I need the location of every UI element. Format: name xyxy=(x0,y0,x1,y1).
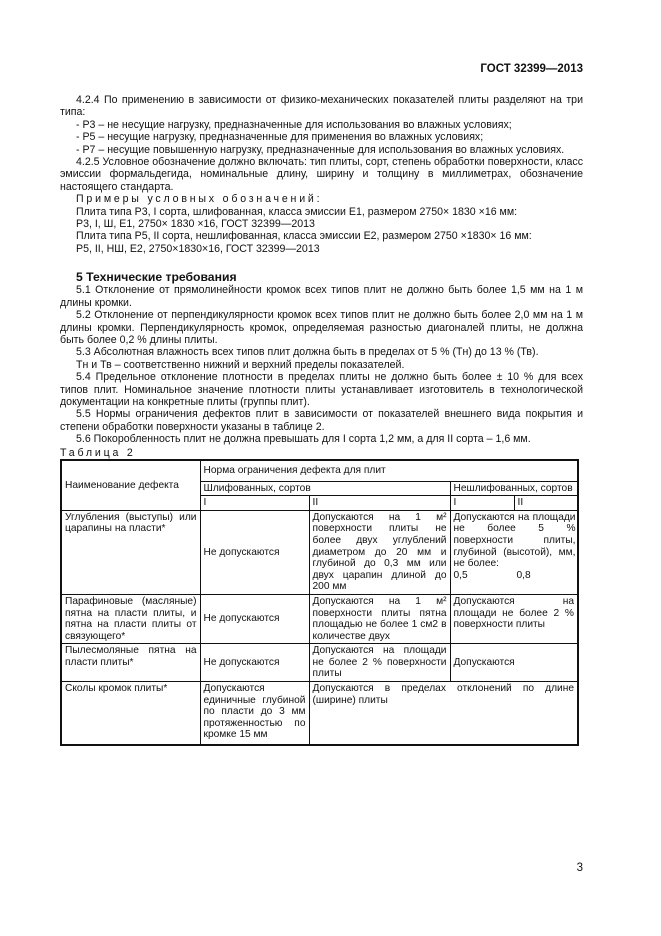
value-grade-ii: 0,8 xyxy=(516,569,531,581)
norm-sanded-ii: Допускаются на площади не более 2 % поверхности плиты xyxy=(309,644,450,682)
header-norm: Норма ограничения дефекта для плит xyxy=(200,460,578,481)
header-sanded: Шлифованных, сортов xyxy=(200,481,450,496)
example-1-description: Плита типа Р3, I сорта, шлифованная, класса эмиссии Е1, размером 2750× 1830 ×16 мм: xyxy=(76,205,518,218)
paragraph-5-2: 5.2 Отклонение от перпендикулярности кромок всех типов плит не должно быть более 2,0 мм на 1 м длины кромки. Перпендикулярность кромок, определяемая разностью диагоналей плиты, не должна быть более 0,2 % длины плиты. xyxy=(60,309,583,346)
norm-sanded-i: Допускаются единичные глубиной по пласти до 3 мм протяженностью по кромке 15 мм xyxy=(200,682,309,745)
table-row xyxy=(61,594,578,643)
header-grade-ii-unsanded: II xyxy=(514,496,578,511)
table-row xyxy=(61,682,578,745)
document-body xyxy=(60,94,583,746)
norm-unsanded: Допускаются на площади не более 2 % поверхности плиты xyxy=(450,594,578,643)
header-unsanded: Нешлифованных, сортов xyxy=(450,481,578,496)
list-item-p3: - Р3 – не несущие нагрузку, предназначенные для использования во влажных условиях; xyxy=(76,118,512,131)
defect-name: Сколы кромок плиты* xyxy=(61,682,200,745)
norm-sanded-i: Не допускаются xyxy=(200,644,309,682)
norm-sanded-ii: Допускаются на 1 м² поверхности плиты не более двух углублений диаметром до 20 мм и глубиной до 0,3 мм или двух царапин длиной до 200 мм xyxy=(309,510,450,594)
paragraph-4-2-4: 4.2.4 По применению в зависимости от физико-механических показателей плиты разделяют на три типа: xyxy=(60,94,583,119)
header-grade-i-sanded: I xyxy=(200,496,309,511)
examples-heading: Примеры условных обозначений: xyxy=(76,193,323,206)
list-item-p5: - Р5 – несущие нагрузку, предназначенные для применения во влажных условиях; xyxy=(76,131,484,144)
defect-name: Парафиновые (масляные) пятна на пласти плиты, и пятна на пласти плиты от связующего* xyxy=(61,594,200,643)
norm-unsanded xyxy=(450,510,578,594)
paragraph-5-3-note: Тн и Тв – соответственно нижний и верхний пределы показателей. xyxy=(76,358,405,371)
table-2-caption: Таблица 2 xyxy=(60,446,136,459)
header-grade-ii-sanded: II xyxy=(309,496,450,511)
norm-unsanded-text: Допускаются на площади не более 5 % поверхности плиты, глубиной (высотой), мм, не более: xyxy=(453,511,576,570)
list-item-p7: - Р7 – несущие повышенную нагрузку, предназначенные для использования во влажных условиях. xyxy=(76,143,565,156)
example-2-description: Плита типа Р5, II сорта, нешлифованная, класса эмиссии Е2, размером 2750 ×1830× 16 мм: xyxy=(76,230,532,243)
table-row xyxy=(61,644,578,682)
norm-sanded-i: Не допускаются xyxy=(200,510,309,594)
header-grade-i-unsanded: I xyxy=(450,496,514,511)
norm-sanded-ii: Допускаются на 1 м² поверхности плиты пятна площадью не более 1 см2 в количестве двух xyxy=(309,594,450,643)
paragraph-5-3: 5.3 Абсолютная влажность всех типов плит должна быть в пределах от 5 % (Тн) до 13 % (Тв). xyxy=(76,346,539,359)
norm-unsanded-values xyxy=(454,570,575,582)
norm-sanded-i: Не допускаются xyxy=(200,594,309,643)
defect-name: Пылесмоляные пятна на пласти плиты* xyxy=(61,644,200,682)
defect-name: Углубления (выступы) или царапины на пласти* xyxy=(61,510,200,594)
norm-other: Допускаются в пределах отклонений по длине (ширине) плиты xyxy=(309,682,578,745)
value-grade-i: 0,5 xyxy=(453,569,468,581)
paragraph-4-2-5: 4.2.5 Условное обозначение должно включать: тип плиты, сорт, степень обработки поверхности, класс эмиссии формальдегида, номинальные длину, ширину и толщину в миллиметрах, обозначение настоящего стандарта. xyxy=(60,156,583,193)
paragraph-5-6: 5.6 Покоробленность плит не должна превышать для I сорта 1,2 мм, а для II сорта – 1,6 мм. xyxy=(76,433,531,446)
example-1-code: Р3, I, Ш, Е1, 2750× 1830 ×16, ГОСТ 32399—2013 xyxy=(76,218,315,231)
paragraph-5-5: 5.5 Нормы ограничения дефектов плит в зависимости от показателей внешнего вида покрытия и степени обработки поверхности указаны в таблице 2. xyxy=(60,408,583,433)
header-defect-name: Наименование дефекта xyxy=(61,460,200,510)
document-id: ГОСТ 32399—2013 xyxy=(480,63,583,75)
paragraph-5-1: 5.1 Отклонение от прямолинейности кромок всех типов плит не должно быть более 1,5 мм на 1 м длины кромки. xyxy=(60,284,583,309)
norm-unsanded: Допускаются xyxy=(450,644,578,682)
table-row xyxy=(61,510,578,594)
example-2-code: Р5, II, НШ, Е2, 2750×1830×16, ГОСТ 32399—2013 xyxy=(76,242,320,255)
defect-limits-table xyxy=(60,459,579,746)
section-5-title: 5 Технические требования xyxy=(76,270,237,285)
table-header-row-1 xyxy=(61,460,578,481)
paragraph-5-4: 5.4 Предельное отклонение плотности в пределах плиты не должно быть более ± 10 % для всех типов плит. Номинальное значение плотности плиты устанавливает изготовитель в технологической документации на конкретные плиты (группы плит). xyxy=(60,371,583,408)
page-number: 3 xyxy=(576,862,583,874)
